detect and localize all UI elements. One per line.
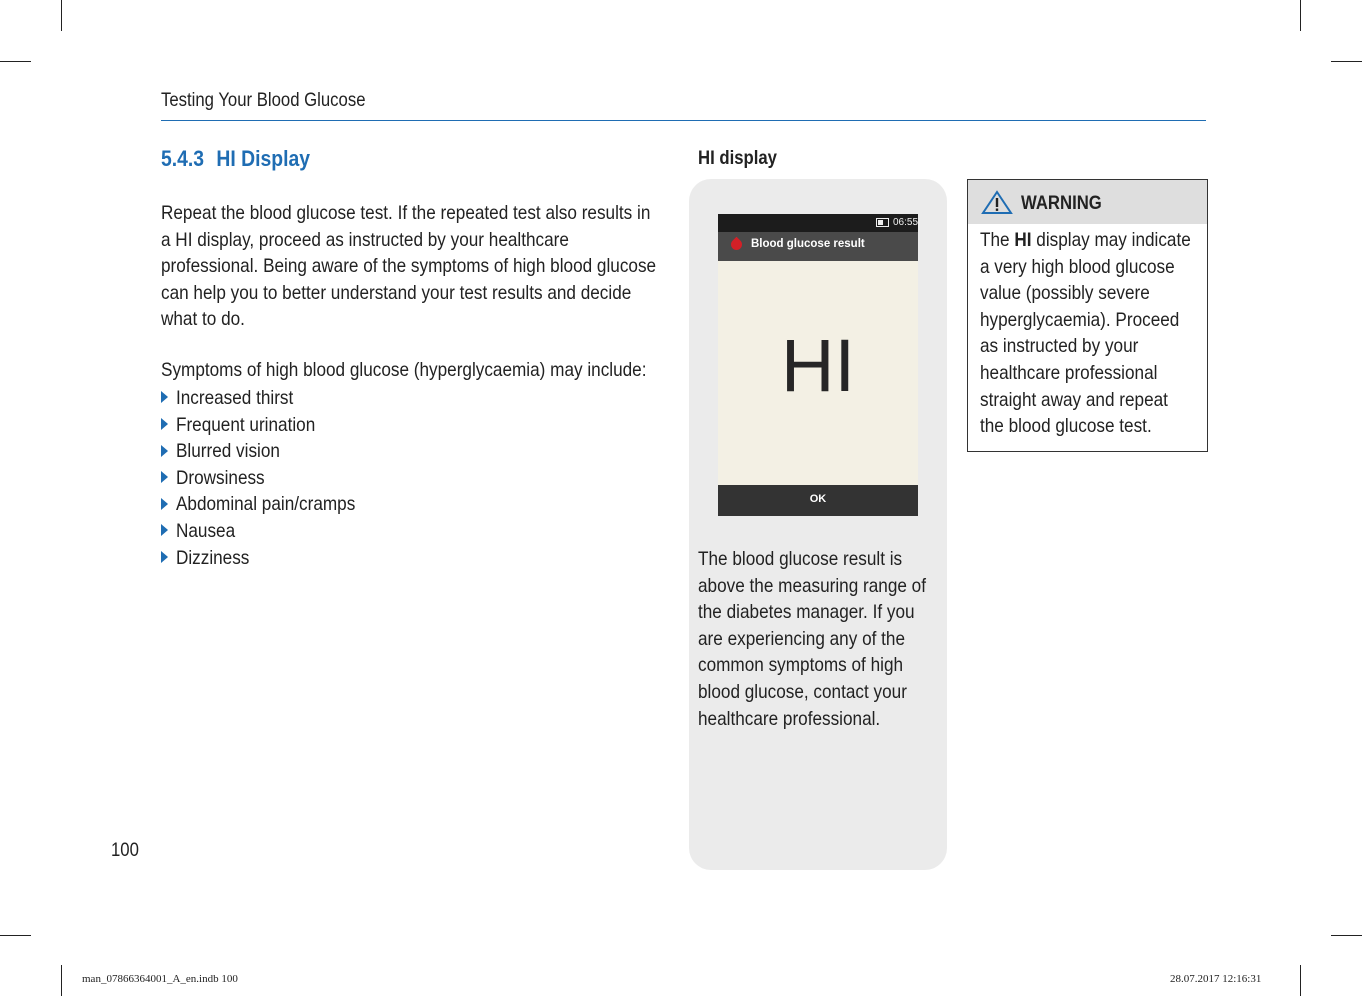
bullet-triangle-icon (161, 391, 168, 403)
list-item: Increased thirst (161, 385, 382, 412)
crop-mark (1331, 61, 1362, 62)
text-line: The blood glucose result is (698, 548, 903, 570)
text-line: above the measuring range of (698, 574, 927, 597)
device-time: 06:55 (893, 217, 919, 228)
battery-icon (876, 218, 889, 227)
crop-mark (61, 0, 62, 31)
print-slug-file: man_07866364001_A_en.indb 100 (82, 973, 238, 985)
text-line: a very high blood glucose (980, 255, 1175, 278)
device-screen (718, 214, 918, 516)
list-item: Drowsiness (161, 465, 382, 492)
device-ok-bar (718, 485, 918, 516)
section-title (161, 146, 330, 172)
hi-display-heading: HI display (698, 148, 777, 169)
intro-paragraph (161, 200, 724, 333)
text-line: a HI display, proceed as instructed by your healthcare (161, 228, 569, 251)
list-item: Abdominal pain/cramps (161, 491, 382, 518)
text-line: what to do. (161, 308, 245, 331)
list-item: Frequent urination (161, 412, 382, 439)
text-line: as instructed by your (980, 335, 1139, 358)
crop-mark (1300, 965, 1301, 996)
text-line: The HI display may indicate (980, 229, 1191, 251)
text-line: the diabetes manager. If you (698, 601, 915, 624)
warning-box (967, 179, 1208, 452)
running-head: Testing Your Blood Glucose (161, 90, 366, 111)
bullet-triangle-icon (161, 524, 168, 536)
text-line: professional. Being aware of the symptoms of high blood glucose (161, 255, 657, 278)
warning-bold-term: HI (1014, 229, 1032, 251)
bullet-triangle-icon (161, 418, 168, 430)
text-line: Repeat the blood glucose test. If the repeated test also results in (161, 202, 651, 224)
bullet-triangle-icon (161, 498, 168, 510)
crop-mark (1300, 0, 1301, 31)
bullet-triangle-icon (161, 471, 168, 483)
warning-text (980, 227, 1220, 440)
text-line: the blood glucose test. (980, 415, 1152, 438)
blood-drop-icon (729, 237, 745, 253)
print-slug-timestamp: 28.07.2017 12:16:31 (1170, 973, 1262, 985)
symptoms-lead: Symptoms of high blood glucose (hyperglycaemia) may include: (161, 359, 647, 381)
hi-description (698, 546, 957, 732)
text-line: straight away and repeat (980, 388, 1168, 411)
text-line: common symptoms of high (698, 654, 904, 677)
text-line: blood glucose, contact your (698, 680, 907, 703)
text-line: healthcare professional. (698, 707, 881, 730)
bullet-triangle-icon (161, 551, 168, 563)
device-result-value: HI (781, 324, 855, 407)
text-line: value (possibly severe (980, 282, 1150, 305)
page-number: 100 (111, 840, 139, 861)
crop-mark (61, 965, 62, 996)
text-line: hyperglycaemia). Proceed (980, 308, 1180, 331)
warning-header (968, 180, 1207, 224)
list-item: Blurred vision (161, 438, 382, 465)
crop-mark (0, 61, 31, 62)
text-line: healthcare professional (980, 361, 1158, 384)
warning-triangle-icon (981, 190, 1013, 215)
text-line: can help you to better understand your test results and decide (161, 281, 632, 304)
warning-title: WARNING (1021, 193, 1102, 214)
section-number: 5.4.3 (161, 146, 205, 171)
crop-mark (1331, 935, 1362, 936)
section-heading: HI Display (216, 146, 310, 171)
symptoms-list (161, 385, 382, 571)
device-title: Blood glucose result (751, 238, 865, 250)
device-header (718, 232, 918, 261)
device-status-bar (718, 214, 918, 232)
bullet-triangle-icon (161, 445, 168, 457)
device-ok-button: OK (809, 493, 827, 505)
header-rule (161, 120, 1206, 121)
list-item: Dizziness (161, 545, 382, 572)
list-item: Nausea (161, 518, 382, 545)
text-line: are experiencing any of the (698, 627, 906, 650)
crop-mark (0, 935, 31, 936)
